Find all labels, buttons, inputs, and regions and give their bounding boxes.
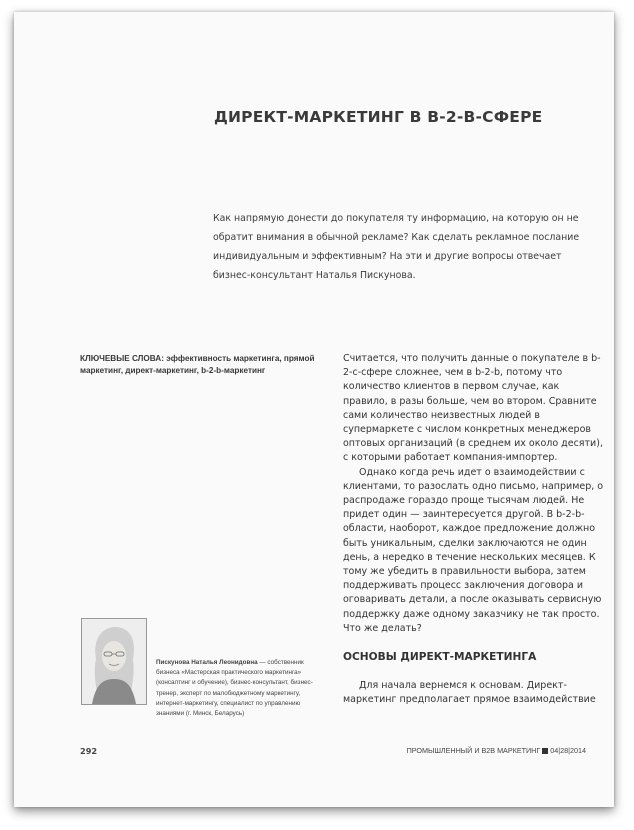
- section-paragraph: Для начала вернемся к основам. Директ-маркетинг предполагает прямое взаимодействие: [343, 680, 596, 706]
- page-number: 292: [80, 746, 98, 756]
- journal-name: ПРОМЫШЛЕННЫЙ И B2B МАРКЕТИНГ: [406, 746, 541, 755]
- keywords-text: эффективность маркетинга, прямой маркетинг, директ-маркетинг, b-2-b-маркетинг: [80, 354, 315, 375]
- article-title: ДИРЕКТ-МАРКЕТИНГ В B-2-B-СФЕРЕ: [214, 108, 543, 126]
- section-heading: ОСНОВЫ ДИРЕКТ-МАРКЕТИНГА: [343, 651, 537, 663]
- author-photo: [81, 618, 147, 705]
- article-lead: Как напрямую донести до покупателя ту информацию, на которую он не обратит внимания в обычной рекламе? Как сделать рекламное послание индивидуальным и эффективным? На эти и другие вопросы отвечает бизнес-консультант Наталья Пискунова.: [213, 213, 580, 281]
- keywords-label: КЛЮЧЕВЫЕ СЛОВА:: [80, 354, 164, 363]
- author-bio: [156, 658, 326, 719]
- author-description: — собственник бизнеса «Мастерская практического маркетинга» (консалтинг и обучение), бизнес-консультант, бизнес-тренер, эксперт по малобюджетному маркетингу, интернет-маркетингу, специалист по управлению знаниями (г. Минск, Беларусь): [156, 659, 313, 718]
- article-body: [343, 352, 604, 636]
- square-bullet-icon: [542, 748, 548, 754]
- magazine-page: [14, 12, 614, 807]
- keywords-block: [80, 353, 315, 377]
- body-paragraph-1: Считается, что получить данные о покупателе в b-2-c-сфере сложнее, чем в b-2-b, потому что количество клиентов в первом случае, как правило, в разы больше, чем во втором. Сравните сами количество неизвестных людей в супермаркете с числом конкретных менеджеров оптовых организаций (в среднем их около десяти), с которыми работает компания-импортер.: [343, 353, 603, 464]
- author-name: Пискунова Наталья Леонидовна: [156, 659, 258, 666]
- author-portrait-icon: [82, 619, 146, 704]
- journal-issue: 04|28|2014: [550, 746, 586, 755]
- body-paragraph-2: Однако когда речь идет о взаимодействии с клиентами, то разослать одно письмо, например, о распродаже гораздо проще тысячам людей. Не придет один — заинтересуется другой. В b-2-b-области, наоборот, каждое предложение должно быть уникальным, сделки заключаются не один день, а нередко в течение нескольких месяцев. К тому же убедить в правильности выбора, затем поддерживать процесс заключения договора и оговаривать детали, а после оказывать сервисную поддержку даже одному заказчику не так просто. Что же делать?: [343, 466, 604, 634]
- journal-footer: [407, 746, 586, 755]
